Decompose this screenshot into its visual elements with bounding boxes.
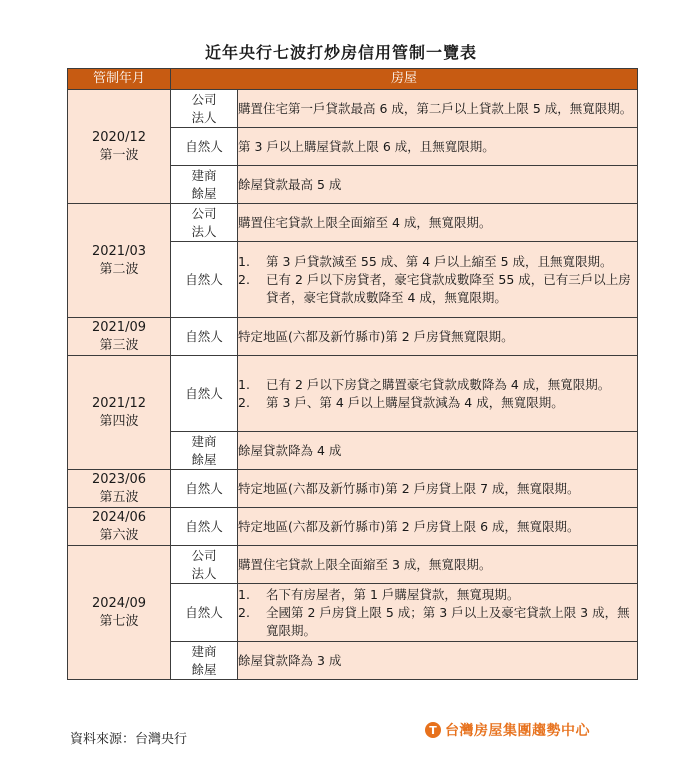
wave-label: 第六波 <box>99 527 139 543</box>
rule-list-item <box>238 586 637 604</box>
wave-label: 第五波 <box>99 489 139 505</box>
rule-text: 特定地區(六都及新竹縣市)第 2 戶房貸上限 6 成，無寬限期。 <box>238 518 580 534</box>
borrower-type-cell <box>171 128 238 166</box>
list-number: 2. <box>238 271 250 287</box>
period-date: 2020/12 <box>91 129 146 145</box>
brand-name: 台灣房屋集團趨勢中心 <box>445 723 590 739</box>
borrower-type-cell <box>171 584 238 642</box>
rule-list-item <box>238 394 637 412</box>
borrower-type-label: 自然人 <box>185 480 223 496</box>
period-date: 2024/06 <box>91 509 146 525</box>
table-row <box>68 204 638 242</box>
rule-text: 已有 2 戶以下房貸之購置豪宅貸款成數降為 4 成，無寬限期。 <box>266 376 611 392</box>
rule-text: 名下有房屋者，第 1 戶購屋貸款，無寬現期。 <box>266 586 520 602</box>
rule-text: 餘屋貸款降為 3 成 <box>238 652 342 668</box>
borrower-type-label: 建商 <box>191 433 217 449</box>
borrower-type-label: 法人 <box>191 565 217 581</box>
rule-cell <box>238 242 638 318</box>
table-row <box>68 546 638 584</box>
period-date: 2021/03 <box>91 243 146 259</box>
period-cell <box>68 356 171 470</box>
rule-cell <box>238 508 638 546</box>
wave-label: 第七波 <box>99 613 139 629</box>
period-date: 2021/09 <box>91 319 146 335</box>
table-row <box>68 356 638 432</box>
borrower-type-label: 自然人 <box>185 385 223 401</box>
header-housing: 房屋 <box>171 69 638 90</box>
wave-label: 第一波 <box>99 147 139 163</box>
borrower-type-cell <box>171 318 238 356</box>
rule-list-item <box>238 604 637 640</box>
rule-text: 特定地區(六都及新竹縣市)第 2 戶房貸無寬限期。 <box>238 328 514 344</box>
source-note: 資料來源：台灣央行 <box>70 732 188 747</box>
period-cell <box>68 470 171 508</box>
rule-cell <box>238 546 638 584</box>
borrower-type-label: 自然人 <box>185 518 223 534</box>
period-date: 2024/09 <box>91 595 146 611</box>
rule-text: 購置住宅貸款上限全面縮至 3 成，無寬限期。 <box>238 556 492 572</box>
list-number: 1. <box>238 586 250 602</box>
list-number: 1. <box>238 376 250 392</box>
period-cell <box>68 90 171 204</box>
period-cell <box>68 508 171 546</box>
borrower-type-cell <box>171 90 238 128</box>
rule-text: 第 3 戶、第 4 戶以上購屋貸款減為 4 成，無寬限期。 <box>266 394 564 410</box>
rule-cell <box>238 204 638 242</box>
rule-cell <box>238 166 638 204</box>
borrower-type-label: 自然人 <box>185 271 223 287</box>
rule-text: 特定地區(六都及新竹縣市)第 2 戶房貸上限 7 成，無寬限期。 <box>238 480 580 496</box>
borrower-type-cell <box>171 356 238 432</box>
rule-text: 第 3 戶以上購屋貸款上限 6 成，且無寬限期。 <box>238 138 495 154</box>
rule-cell <box>238 642 638 680</box>
period-date: 2023/06 <box>91 471 146 487</box>
borrower-type-label: 自然人 <box>185 328 223 344</box>
rule-list-item <box>238 271 637 307</box>
rule-text: 餘屋貸款降為 4 成 <box>238 442 342 458</box>
brand-icon: T <box>425 722 441 738</box>
borrower-type-cell <box>171 508 238 546</box>
borrower-type-label: 餘屋 <box>191 451 217 467</box>
wave-label: 第三波 <box>99 337 139 353</box>
brand-logo <box>425 720 590 740</box>
list-number: 1. <box>238 253 250 269</box>
borrower-type-label: 法人 <box>191 109 217 125</box>
borrower-type-cell <box>171 242 238 318</box>
rule-text: 餘屋貸款最高 5 成 <box>238 176 342 192</box>
rule-list-item <box>238 376 637 394</box>
table-row <box>68 470 638 508</box>
wave-label: 第二波 <box>99 261 139 277</box>
borrower-type-label: 建商 <box>191 643 217 659</box>
period-cell <box>68 546 171 680</box>
credit-control-table <box>67 68 638 680</box>
borrower-type-label: 建商 <box>191 167 217 183</box>
period-cell <box>68 204 171 318</box>
rule-list-item <box>238 253 637 271</box>
borrower-type-label: 法人 <box>191 223 217 239</box>
table-row <box>68 90 638 128</box>
rule-cell <box>238 90 638 128</box>
header-period: 管制年月 <box>68 69 171 90</box>
borrower-type-label: 公司 <box>191 547 217 563</box>
rule-cell <box>238 432 638 470</box>
table-row <box>68 508 638 546</box>
list-number: 2. <box>238 604 250 620</box>
page-title: 近年央行七波打炒房信用管制一覽表 <box>204 43 477 62</box>
rule-cell <box>238 470 638 508</box>
rule-text: 已有 2 戶以下房貸者，豪宅貸款成數降至 55 成，已有三戶以上房貸者，豪宅貸款成數降至 4 成，無寬限期。 <box>266 271 631 305</box>
borrower-type-label: 餘屋 <box>191 185 217 201</box>
borrower-type-label: 自然人 <box>185 138 223 154</box>
borrower-type-cell <box>171 432 238 470</box>
table-header-row <box>68 69 638 90</box>
borrower-type-cell <box>171 642 238 680</box>
period-cell <box>68 318 171 356</box>
rule-cell <box>238 584 638 642</box>
period-date: 2021/12 <box>91 395 146 411</box>
borrower-type-label: 餘屋 <box>191 661 217 677</box>
borrower-type-label: 公司 <box>191 205 217 221</box>
rule-text: 全國第 2 戶房貸上限 5 成；第 3 戶以上及豪宅貸款上限 3 成，無寬限期。 <box>266 604 630 638</box>
borrower-type-cell <box>171 470 238 508</box>
wave-label: 第四波 <box>99 413 139 429</box>
borrower-type-label: 公司 <box>191 91 217 107</box>
rule-cell <box>238 318 638 356</box>
rule-text: 第 3 戶貸款減至 55 成、第 4 戶以上縮至 5 成，且無寬限期。 <box>266 253 613 269</box>
rule-cell <box>238 356 638 432</box>
rule-cell <box>238 128 638 166</box>
borrower-type-cell <box>171 166 238 204</box>
rule-text: 購置住宅貸款上限全面縮至 4 成，無寬限期。 <box>238 214 492 230</box>
borrower-type-label: 自然人 <box>185 604 223 620</box>
rule-text: 購置住宅第一戶貸款最高 6 成，第二戶以上貸款上限 5 成，無寬限期。 <box>238 100 633 116</box>
borrower-type-cell <box>171 546 238 584</box>
table-row <box>68 318 638 356</box>
list-number: 2. <box>238 394 250 410</box>
borrower-type-cell <box>171 204 238 242</box>
